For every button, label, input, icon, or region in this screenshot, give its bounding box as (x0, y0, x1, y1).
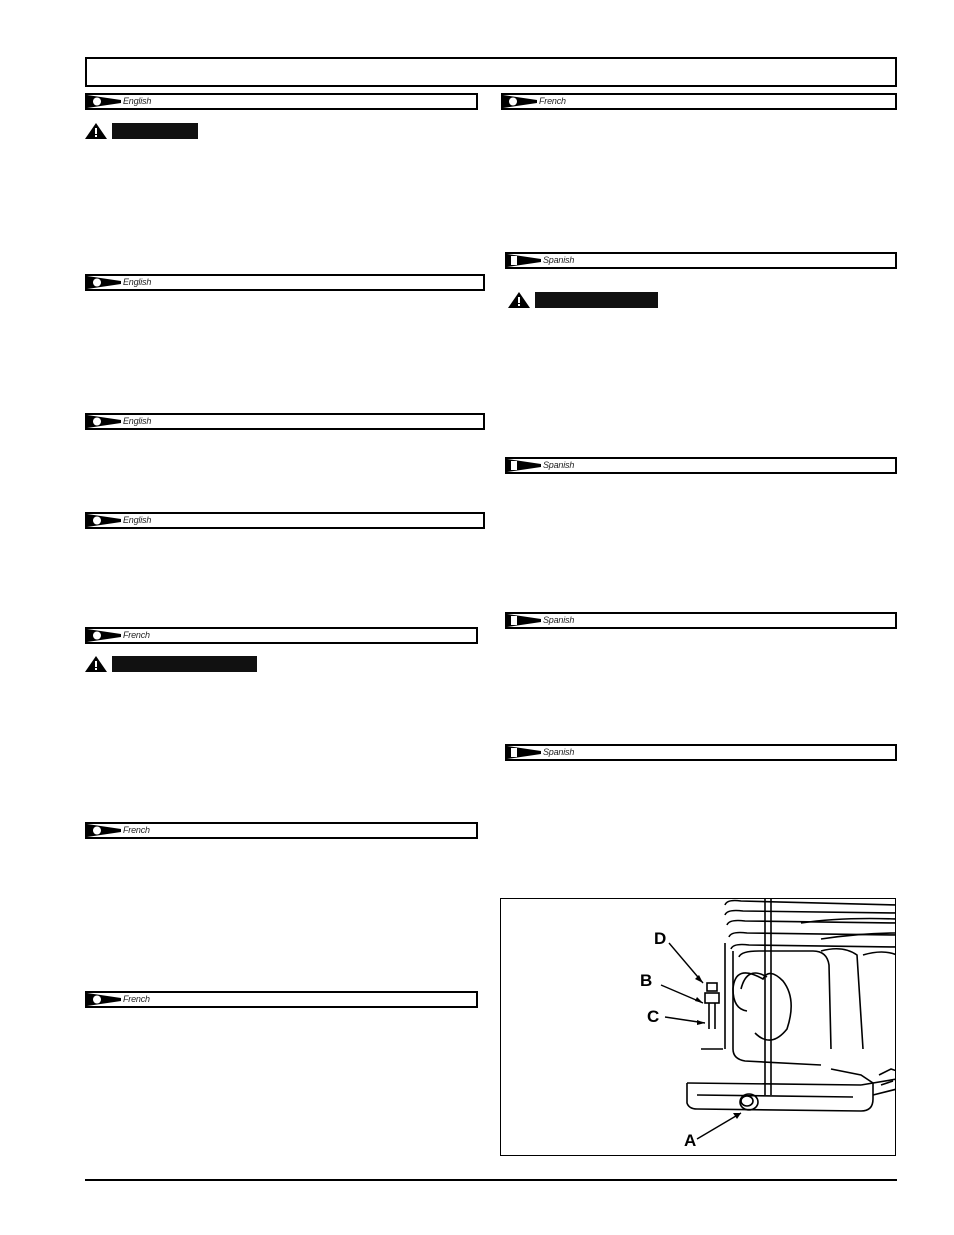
french-flag-icon (87, 824, 121, 837)
warning-signal-word-block (535, 292, 658, 308)
page-header-box (85, 57, 897, 87)
section-bar-english-2 (85, 274, 485, 291)
warning-triangle-icon (85, 123, 107, 139)
english-flag-icon (87, 415, 121, 428)
section-bar-english-4 (85, 512, 485, 529)
section-bar-spanish-4 (505, 744, 897, 761)
spanish-flag-icon (507, 254, 541, 267)
section-bar-spanish-2 (505, 457, 897, 474)
section-language-label: French (539, 96, 566, 106)
french-flag-icon (87, 993, 121, 1006)
pump-illustration (501, 899, 896, 1156)
section-bar-spanish-1 (505, 252, 897, 269)
section-language-label: Spanish (543, 747, 575, 757)
footer-rule (85, 1179, 897, 1181)
section-bar-french-3 (85, 991, 478, 1008)
section-bar-spanish-3 (505, 612, 897, 629)
warning-triangle-icon (508, 292, 530, 308)
section-bar-french-1 (85, 627, 478, 644)
section-bar-french-right (501, 93, 897, 110)
section-bar-english-3 (85, 413, 485, 430)
pump-illustration-figure (500, 898, 896, 1156)
warning-triangle-icon (85, 656, 107, 672)
callout-a: A (684, 1131, 697, 1150)
english-flag-icon (87, 514, 121, 527)
section-language-label: English (123, 96, 152, 106)
callout-c: C (647, 1007, 660, 1026)
section-language-label: French (123, 825, 150, 835)
section-language-label: English (123, 277, 152, 287)
french-flag-icon (87, 629, 121, 642)
english-flag-icon (87, 95, 121, 108)
spanish-flag-icon (507, 746, 541, 759)
callout-b: B (640, 971, 653, 990)
spanish-flag-icon (507, 459, 541, 472)
spanish-flag-icon (507, 614, 541, 627)
section-language-label: French (123, 994, 150, 1004)
section-language-label: Spanish (543, 460, 575, 470)
section-language-label: English (123, 515, 152, 525)
section-bar-french-2 (85, 822, 478, 839)
french-flag-icon (503, 95, 537, 108)
section-language-label: Spanish (543, 255, 575, 265)
section-bar-english-1 (85, 93, 478, 110)
section-language-label: French (123, 630, 150, 640)
warning-signal-word-block (112, 123, 198, 139)
section-language-label: Spanish (543, 615, 575, 625)
callout-d: D (654, 929, 667, 948)
warning-signal-word-block (112, 656, 257, 672)
section-language-label: English (123, 416, 152, 426)
english-flag-icon (87, 276, 121, 289)
